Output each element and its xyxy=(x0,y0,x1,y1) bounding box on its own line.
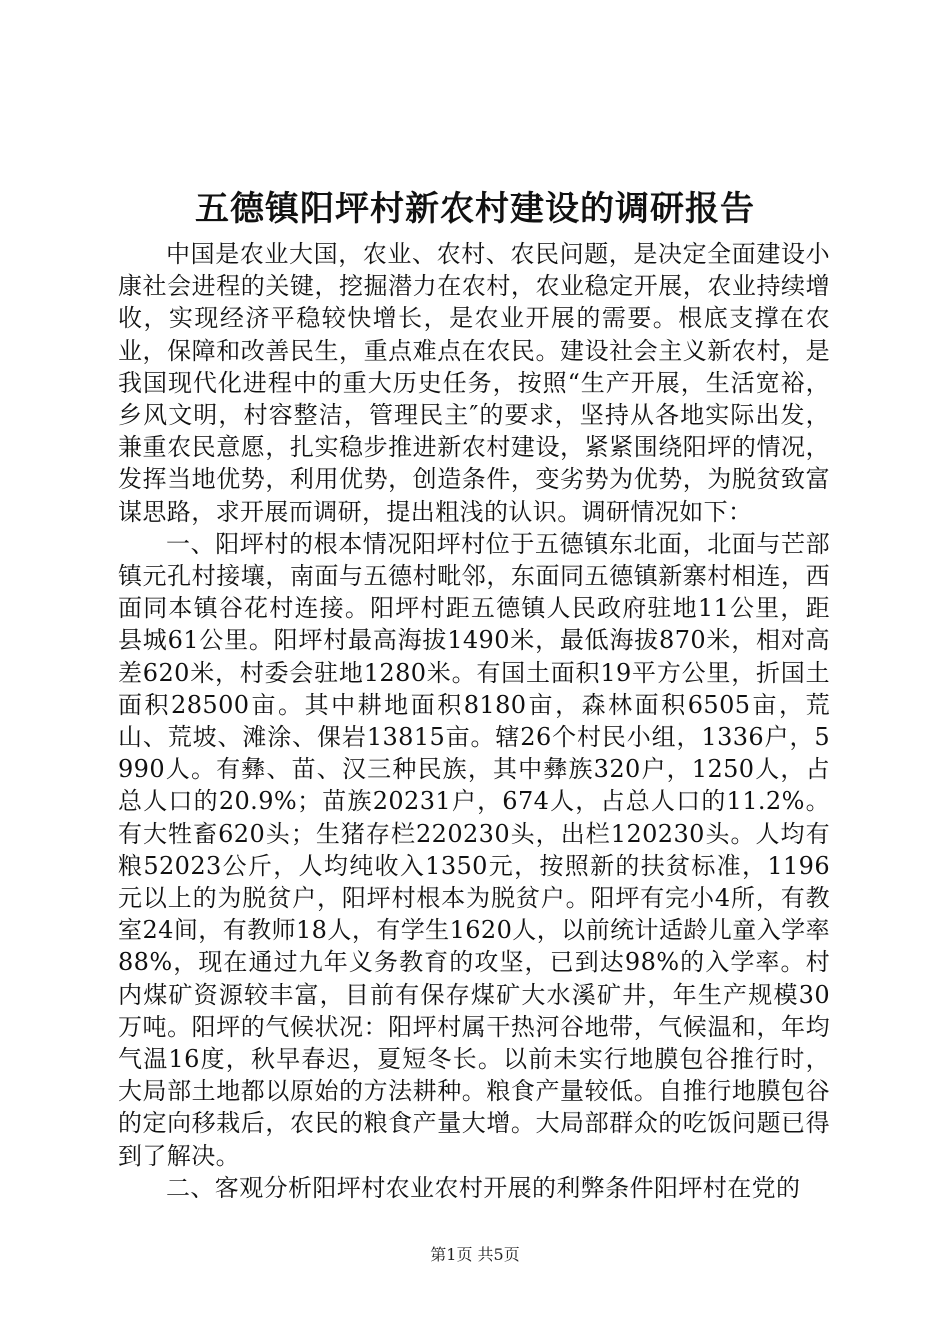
document-body xyxy=(118,238,830,1204)
document-title: 五德镇阳坪村新农村建设的调研报告 xyxy=(195,189,755,229)
paragraph-section-2: 二、客观分析阳坪村农业农村开展的利弊条件阳坪村在党的 xyxy=(166,1173,801,1202)
paragraph-section-1: 一、阳坪村的根本情况阳坪村位于五德镇东北面，北面与芒部镇元孔村接壤，南面与五德村毗邻，东面同五德镇新寨村相连，西面同本镇谷花村连接。阳坪村距五德镇人民政府驻地11公里，距县城61公里。阳坪村最高海拔1490米，最低海拔870米，相对高差620米，村委会驻地1280米。有国土面积19平方公里，折国土面积28500亩。其中耕地面积8180亩，森林面积6505亩，荒山、荒坡、滩涂、倮岩13815亩。辖26个村民小组，1336户，5990人。有彝、苗、汉三种民族，其中彝族320户，1250人，占总人口的20.9%；苗族20231户，674人，占总人口的11.2%。有大牲畜620头；生猪存栏220230头，出栏120230头。人均有粮52023公斤，人均纯收入1350元，按照新的扶贫标准，1196元以上的为脱贫户，阳坪村根本为脱贫户。阳坪有完小4所，有教室24间，有教师18人，有学生1620人，以前统计适龄儿童入学率88%，现在通过九年义务教育的攻坚，已到达98%的入学率。村内煤矿资源较丰富，目前有保存煤矿大水溪矿井，年生产规模30万吨。阳坪的气候状况：阳坪村属干热河谷地带，气候温和，年均气温16度，秋早春迟，夏短冬长。以前未实行地膜包谷推行时，大局部土地都以原始的方法耕种。粮食产量较低。自推行地膜包谷的定向移栽后，农民的粮食产量大增。大局部群众的吃饭问题已得到了解决。 xyxy=(118,529,830,1170)
page-footer xyxy=(0,1243,950,1267)
paragraph-intro: 中国是农业大国，农业、农村、农民问题，是决定全面建设小康社会进程的关键，挖掘潜力在农村，农业稳定开展，农业持续增收，实现经济平稳较快增长，是农业开展的需要。根底支撑在农业，保障和改善民生，重点难点在农民。建设社会主义新农村，是我国现代化进程中的重大历史任务，按照“生产开展，生活宽裕，乡风文明，村容整洁，管理民主″的要求，坚持从各地实际出发，兼重农民意愿，扎实稳步推进新农村建设，紧紧围绕阳坪的情况，发挥当地优势，利用优势，创造条件，变劣势为优势，为脱贫致富谋思路，求开展而调研，提出粗浅的认识。调研情况如下： xyxy=(118,240,830,526)
page-number: 第1页 共5页 xyxy=(430,1245,520,1264)
